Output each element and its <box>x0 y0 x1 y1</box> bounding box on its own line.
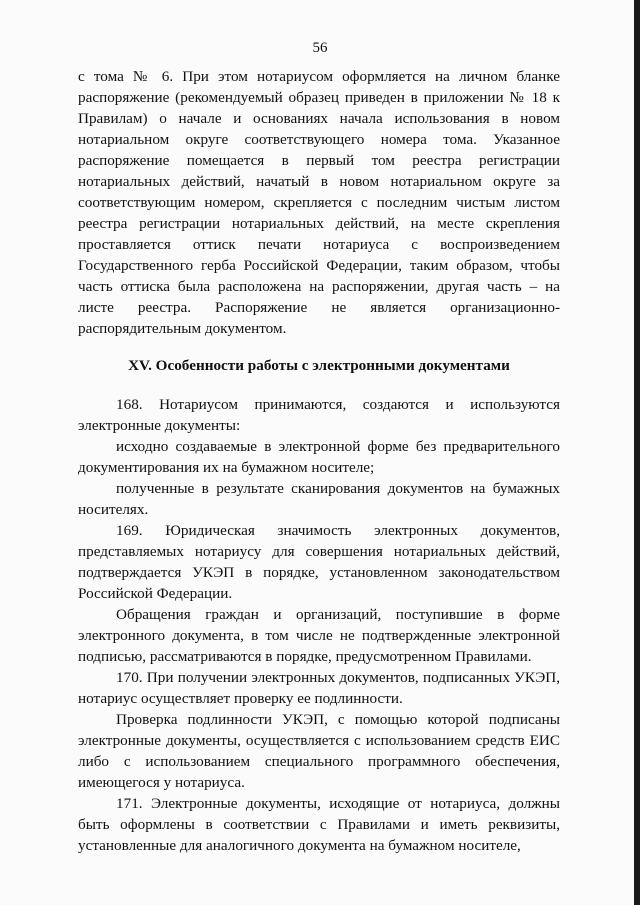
scan-edge-shadow <box>634 0 640 905</box>
paragraph-169: 169. Юридическая значимость электронных документов, представляемых нотариусу для совершения нотариальных действий, подтверждается УКЭП в порядке, установленном законодательством Российской Федерации. <box>78 522 560 602</box>
page-content <box>78 66 560 856</box>
paragraph-169-appeals: Обращения граждан и организаций, поступившие в форме электронного документа, в том числе не подтвержденные электронной подписью, рассматриваются в порядке, предусмотренном Правилами. <box>78 606 560 665</box>
paragraph-168-item-1: исходно создаваемые в электронной форме без предварительного документирования их на бумажном носителе; <box>78 438 560 476</box>
page-number: 56 <box>312 40 328 56</box>
paragraph-168-item-2: полученные в результате сканирования документов на бумажных носителях. <box>78 480 560 518</box>
paragraph-continuation: с тома № 6. При этом нотариусом оформляется на личном бланке распоряжение (рекомендуемый образец приведен в приложении № 18 к Правилам) о начале и основаниях начала использования в новом нотариальном округе соответствующего номера тома. Указанное распоряжение помещается в первый том реестра регистрации нотариальных действий, начатый в новом нотариальном округе за соответствующим номером, скрепляется с последним чистым листом реестра регистрации нотариальных действий, на месте скрепления проставляется оттиск печати нотариуса с воспроизведением Государственного герба Российской Федерации, таким образом, чтобы часть оттиска была расположена на распоряжении, другая часть – на листе реестра. Распоряжение не является организационно-распорядительным документом. <box>78 68 560 337</box>
paragraph-171: 171. Электронные документы, исходящие от нотариуса, должны быть оформлены в соответствии с Правилами и иметь реквизиты, установленные для аналогичного документа на бумажном носителе, <box>78 795 560 854</box>
paragraph-168: 168. Нотариусом принимаются, создаются и используются электронные документы: <box>78 396 560 434</box>
paragraph-170-verification: Проверка подлинности УКЭП, с помощью которой подписаны электронные документы, осуществляется с использованием средств ЕИС либо с использованием специального программного обеспечения, имеющегося у нотариуса. <box>78 711 560 791</box>
section-heading: XV. Особенности работы с электронными документами <box>128 357 510 374</box>
paragraph-170: 170. При получении электронных документов, подписанных УКЭП, нотариус осуществляет проверку ее подлинности. <box>78 669 560 707</box>
